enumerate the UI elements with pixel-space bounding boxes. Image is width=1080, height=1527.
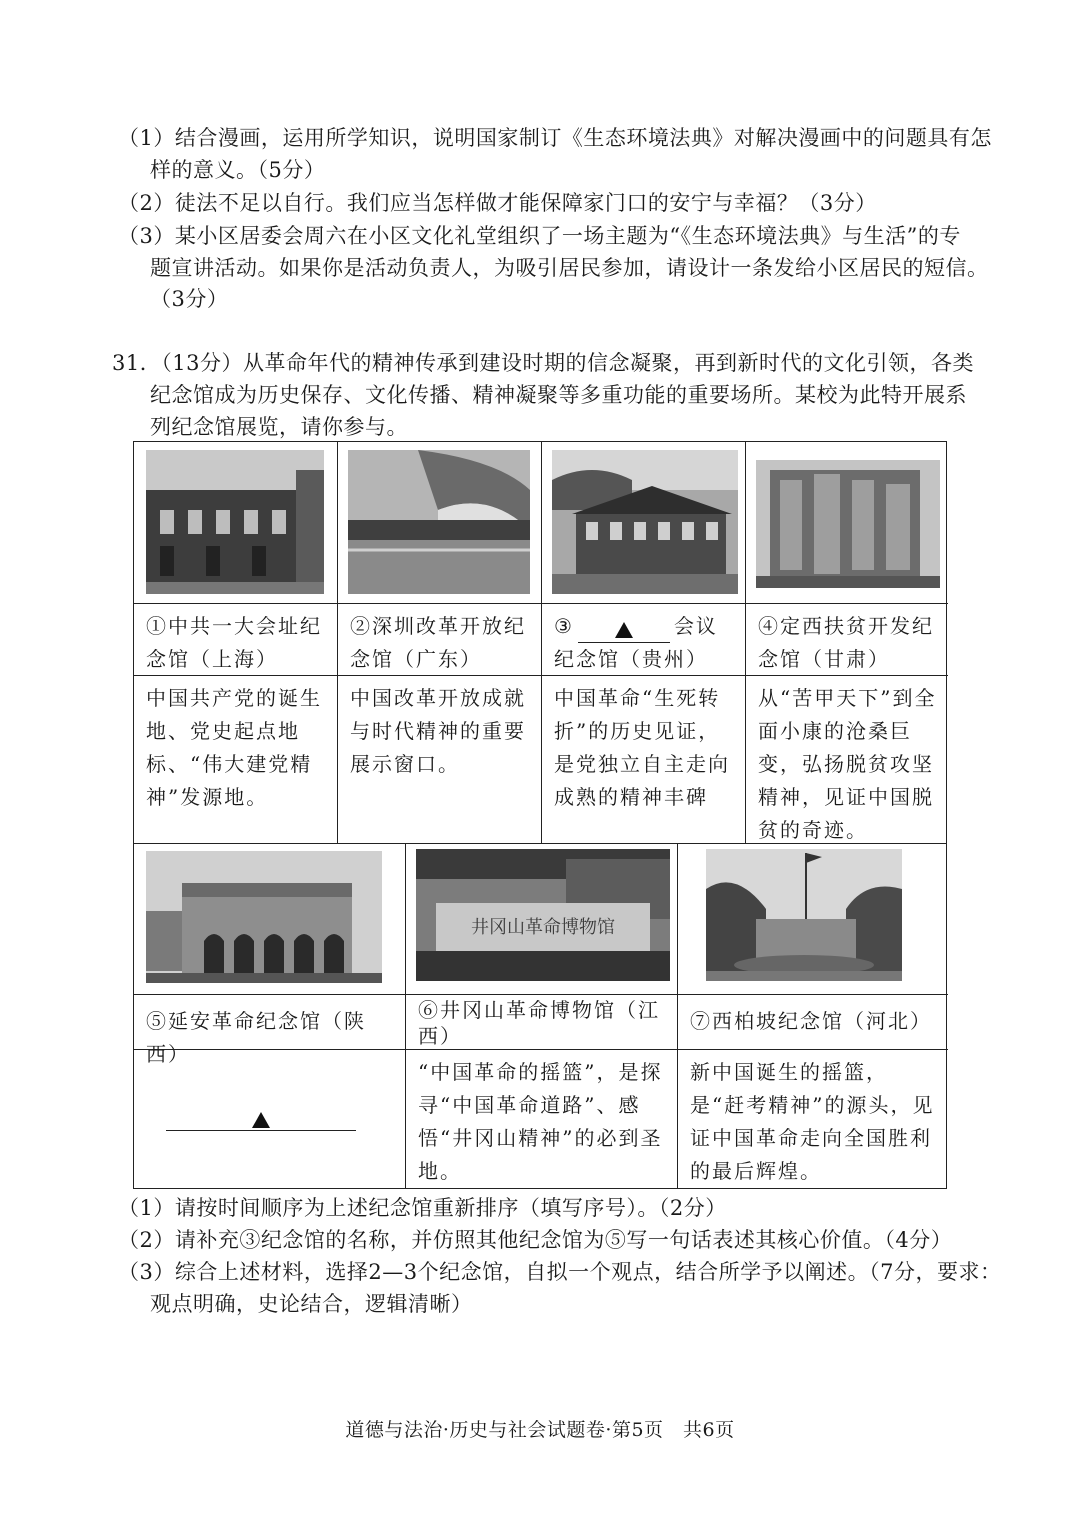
- q31-sub2: （2）请补充③纪念馆的名称，并仿照其他纪念馆为⑤写一句话表述其核心价值。（4分）: [118, 1228, 953, 1252]
- yanan-memorial-photo: [146, 851, 382, 983]
- photo-cell-5: [134, 843, 406, 995]
- answer-blank-line: [166, 1130, 356, 1131]
- photo-cell-6: [406, 843, 678, 995]
- photo-cell-4: [746, 442, 948, 604]
- name-cell-1: [134, 604, 338, 676]
- photo-cell-2: [338, 442, 542, 604]
- desc-cell-3: [542, 676, 746, 844]
- name-cell-3: [542, 604, 746, 676]
- museum-1-desc: 中国共产党的诞生地、党史起点地标、“伟大建党精神”发源地。: [146, 686, 322, 809]
- museum-4-name: ④定西扶贫开发纪念馆（甘肃）: [758, 614, 934, 671]
- shenzhen-museum-photo: [348, 450, 530, 594]
- desc-cell-1: [134, 676, 338, 844]
- museum-7-name: ⑦西柏坡纪念馆（河北）: [690, 1009, 932, 1033]
- triangle-marker-icon: [252, 1112, 270, 1128]
- museum-6-name: ⑥井冈山革命博物馆（江西）: [418, 998, 660, 1048]
- museum-6-desc: “中国革命的摇篮”，是探寻“中国革命道路”、感悟“井冈山精神”的必到圣地。: [418, 1060, 663, 1183]
- q31-stem-line2: 纪念馆成为历史保存、文化传播、精神凝聚等多重功能的重要场所。某校为此特开展系: [150, 383, 967, 407]
- desc-cell-4: [746, 676, 948, 844]
- name-cell-6: [406, 995, 678, 1050]
- museum-table-row1: [133, 441, 947, 844]
- desc-cell-2: [338, 676, 542, 844]
- page-footer: 道德与法治·历史与社会试题卷·第5页 共6页: [345, 1419, 735, 1441]
- desc-cell-7: [678, 1050, 948, 1189]
- photo-cell-1: [134, 442, 338, 604]
- name-cell-4: [746, 604, 948, 676]
- museum-5-name: ⑤延安革命纪念馆（陕西）: [146, 1009, 366, 1066]
- museum-1-name: ①中共一大会址纪念馆（上海）: [146, 614, 322, 671]
- desc-cell-6: [406, 1050, 678, 1189]
- shanghai-memorial-photo: [146, 450, 324, 594]
- museum-2-desc: 中国改革开放成就与时代精神的重要展示窗口。: [350, 686, 526, 776]
- museum-table-row2: [133, 843, 947, 1189]
- museum-3-name: [542, 604, 745, 676]
- name-cell-5: [134, 995, 406, 1066]
- desc-cell-5: [134, 1050, 406, 1189]
- xibaipo-memorial-photo: [706, 849, 902, 981]
- prev-q1-line1: （1）结合漫画，运用所学知识，说明国家制订《生态环境法典》对解决漫画中的问题具有怎: [118, 126, 992, 150]
- prev-q3-line1: （3）某小区居委会周六在小区文化礼堂组织了一场主题为“《生态环境法典》与生活”的专: [118, 224, 961, 248]
- q31-stem-line1: 31．（13分）从革命年代的精神传承到建设时期的信念凝聚，再到新时代的文化引领，各类: [112, 351, 974, 375]
- prev-q1-line2: 样的意义。（5分）: [150, 158, 326, 182]
- photo-cell-7: [678, 843, 948, 995]
- museum-7-desc: 新中国诞生的摇篮，是“赶考精神”的源头，见证中国革命走向全国胜利的最后辉煌。: [690, 1060, 935, 1183]
- museum-3-desc: 中国革命“生死转折”的历史见证，是党独立自主走向成熟的精神丰碑: [554, 686, 730, 809]
- name-cell-2: [338, 604, 542, 676]
- q31-sub3-line2: 观点明确，史论结合，逻辑清晰）: [150, 1292, 473, 1316]
- q31-stem-line3: 列纪念馆展览，请你参与。: [150, 415, 408, 439]
- prev-q2-line1: （2）徒法不足以自行。我们应当怎样做才能保障家门口的安宁与幸福？（3分）: [118, 191, 877, 215]
- q31-sub1: （1）请按时间顺序为上述纪念馆重新排序（填写序号）。（2分）: [118, 1196, 727, 1220]
- triangle-marker-icon: [615, 622, 633, 638]
- zunyi-memorial-photo: [552, 450, 738, 594]
- photo-cell-3: [542, 442, 746, 604]
- name-cell-7: [678, 995, 948, 1050]
- prev-q3-line2: 题宣讲活动。如果你是活动负责人，为吸引居民参加，请设计一条发给小区居民的短信。: [150, 256, 989, 280]
- museum-2-name: ②深圳改革开放纪念馆（广东）: [350, 614, 526, 671]
- prev-q3-line3: （3分）: [150, 287, 229, 311]
- q31-sub3-line1: （3）综合上述材料，选择2—3个纪念馆，自拟一个观点，结合所学予以阐述。（7分，要求：: [118, 1260, 1002, 1284]
- museum-3-blank: [578, 620, 670, 643]
- jinggangshan-museum-photo: [416, 849, 670, 981]
- museum-3-name-prefix: ③: [554, 614, 574, 638]
- museum-sign-text: 井冈山革命博物馆: [471, 917, 615, 938]
- dingxi-memorial-photo: [756, 460, 940, 588]
- museum-4-desc: 从“苦甲天下”到全面小康的沧桑巨变，弘扬脱贫攻坚精神，见证中国脱贫的奇迹。: [758, 686, 937, 842]
- museum-3-name-suffix: 会议纪念馆（贵州）: [554, 614, 718, 671]
